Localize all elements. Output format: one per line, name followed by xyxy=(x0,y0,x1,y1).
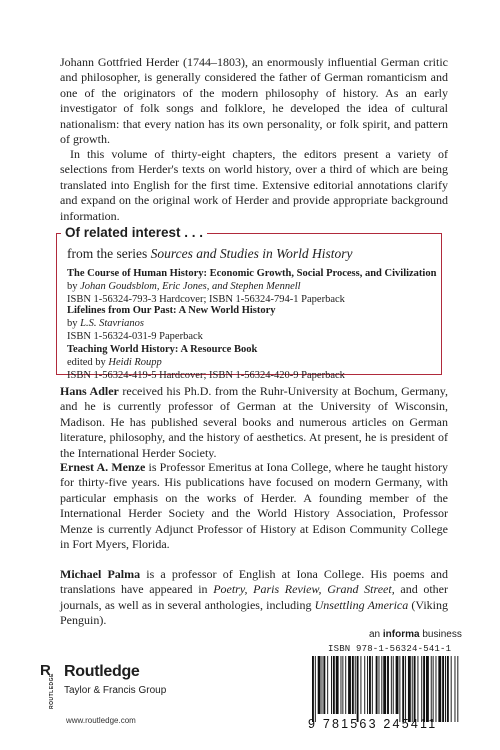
barcode-bar xyxy=(455,656,456,722)
bio-ernest-menze: Ernest A. Menze is Professor Emeritus at Iona College, where he taught history for thirty-five years. His publications have focused on modern Germany, with particular emphasis on the works of Herder. A founding member of the International Herder Society and the World History Association, Professor Menze is currently Adjunct Professor of History at Edison Community College in Fort Myers, Florida. xyxy=(60,460,448,552)
description-paragraph-2: In this volume of thirty-eight chapters, the editors present a variety of selections from Herder's texts on world history, over a third of which are being translated into English for the first time. Extensive editorial annotations clarify and expand on the original work of Herder and provide appropriate background information. xyxy=(60,147,448,223)
barcode-bar xyxy=(387,656,389,714)
barcode-bar xyxy=(372,656,373,714)
barcode-icon xyxy=(310,656,460,726)
barcode-bar xyxy=(376,656,378,714)
book-authors: by L.S. Stavrianos xyxy=(67,317,145,329)
barcode-bar xyxy=(426,656,429,722)
series-name: Sources and Studies in World History xyxy=(150,246,353,261)
barcode-bar xyxy=(457,656,458,722)
routledge-logo xyxy=(40,663,190,711)
barcode-bar xyxy=(383,656,386,714)
barcode-bar xyxy=(405,656,406,722)
barcode-bar xyxy=(333,656,335,714)
barcode-bar xyxy=(414,656,416,722)
barcode-bar xyxy=(433,656,434,722)
barcode-bar xyxy=(442,656,444,722)
series-prefix: from the series xyxy=(67,246,151,261)
barcode-bar xyxy=(345,656,346,714)
related-book xyxy=(67,268,437,306)
book-isbn: ISBN 1-56324-031-9 Paperback xyxy=(67,330,203,342)
barcode-bar xyxy=(348,656,351,714)
barcode-bar xyxy=(336,656,339,714)
book-authors: edited by Heidi Roupp xyxy=(67,356,162,368)
bio-hans-adler: Hans Adler received his Ph.D. from the Ruhr-University at Bochum, Germany, and he is currently professor of German at the University of Wisconsin, Madison. He has published several books and numerous articles on German literature, philosophy, and the history of aesthetics. At present, he is president of the International Herder Society. xyxy=(60,384,449,460)
publisher-group: Taylor & Francis Group xyxy=(64,685,167,696)
barcode-bar xyxy=(360,656,361,714)
barcode-bar xyxy=(364,656,365,714)
book-isbn: ISBN 1-56324-793-3 Hardcover; ISBN 1-56324-794-1 Paperback xyxy=(67,293,345,305)
publisher-name: Routledge xyxy=(64,663,140,680)
related-series-line xyxy=(67,246,352,262)
barcode-bar xyxy=(431,656,432,722)
barcode-bar xyxy=(352,656,354,714)
barcode-bar xyxy=(312,656,314,722)
informa-business-tag: an informa business xyxy=(369,629,462,640)
barcode-bar xyxy=(421,656,422,722)
barcode-bar xyxy=(341,656,342,714)
related-book xyxy=(67,305,437,343)
barcode-bar xyxy=(342,656,343,714)
barcode-bar xyxy=(357,656,359,722)
barcode-bar xyxy=(438,656,441,722)
barcode-bar xyxy=(402,656,404,722)
barcode-bar xyxy=(323,656,325,714)
related-book xyxy=(67,344,437,382)
logo-vertical-text: ROUTLEDGE xyxy=(49,673,55,709)
barcode-bar xyxy=(381,656,382,714)
barcode-bar xyxy=(445,656,446,722)
barcode-bar xyxy=(379,656,380,714)
book-isbn: ISBN 1-56324-419-5 Hardcover; ISBN 1-56324-420-9 Paperback xyxy=(67,369,345,381)
barcode-bar xyxy=(447,656,449,722)
barcode-digits: 9 781563 245411 xyxy=(308,717,438,731)
barcode-bar xyxy=(396,656,399,714)
book-title: Lifelines from Our Past: A New World History xyxy=(67,305,276,316)
related-heading: Of related interest . . . xyxy=(61,225,207,240)
barcode-bar xyxy=(417,656,418,722)
barcode-bar xyxy=(355,656,356,714)
barcode-bar xyxy=(399,656,400,722)
barcode-bar xyxy=(436,656,437,722)
book-title: The Course of Human History: Economic Growth, Social Process, and Civilization xyxy=(67,268,437,279)
barcode-bar xyxy=(393,656,394,714)
barcode-isbn-text: ISBN 978-1-56324-541-1 xyxy=(328,644,452,654)
barcode-bar xyxy=(331,656,332,714)
barcode-bar xyxy=(367,656,368,714)
barcode-bar xyxy=(408,656,411,722)
barcode-bar xyxy=(327,656,328,714)
barcode-bar xyxy=(423,656,425,722)
barcode-bar xyxy=(322,656,323,714)
bio-michael-palma: Michael Palma is a professor of English at Iona College. His poems and translations have appeared in Poetry, Paris Review, Grand Street, and other journals, as well as in several anthologies, including Unsettling America (Viking Penguin). xyxy=(60,567,449,628)
related-interest-box xyxy=(56,225,442,381)
barcode-bar xyxy=(412,656,413,722)
routledge-r-icon: R ROUTLEDGE xyxy=(40,662,55,709)
description-paragraph-1: Johann Gottfried Herder (1744–1803), an enormously influential German critic and philosopher, is generally considered the father of German romanticism and one of the originators of the modern philosophy of history. As an early investigator of folk songs and folklore, he developed the idea of cultural nationalism: that every nation has its own personality, or folk spirit, and pattern of growth. xyxy=(60,55,448,147)
barcode-bar xyxy=(318,656,321,714)
barcode-bar xyxy=(451,656,452,722)
book-title: Teaching World History: A Resource Book xyxy=(67,344,258,355)
book-authors: by Johan Goudsblom, Eric Jones, and Stephen Mennell xyxy=(67,280,301,292)
barcode-bar xyxy=(315,656,316,722)
barcode-bar xyxy=(369,656,371,714)
barcode-bar xyxy=(391,656,392,714)
publisher-website: www.routledge.com xyxy=(66,716,136,725)
